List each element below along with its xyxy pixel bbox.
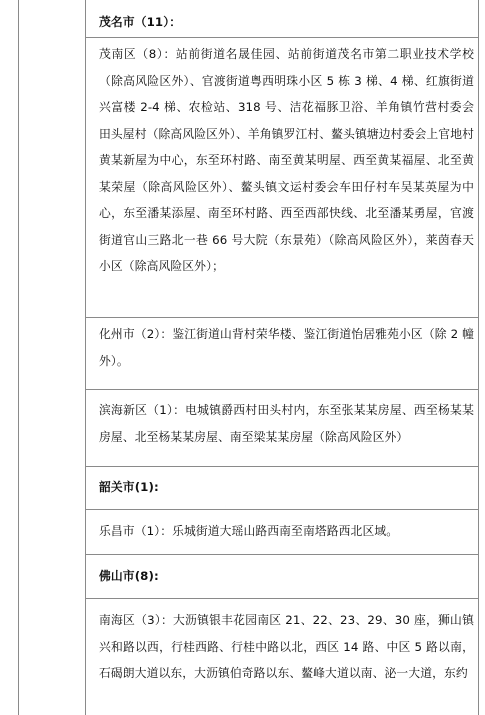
row-divider	[86, 554, 478, 555]
table-right-border	[478, 0, 479, 715]
row-divider	[86, 389, 478, 390]
document-table	[18, 0, 479, 715]
paragraph-huazhou: 化州市（2）：鉴江街道山背村荣华楼、鉴江街道怡居雅苑小区（除 2 幢外）。	[99, 327, 474, 368]
row-divider	[86, 598, 478, 599]
section-heading-shaoguan: 韶关市(1):	[99, 480, 159, 494]
row-divider	[86, 37, 478, 38]
paragraph-binhai: 滨海新区（1）：电城镇爵西村田头村内，东至张某某房屋、西至杨某某房屋、北至杨某某房屋、南至梁某某房屋（除高风险区外）	[99, 403, 474, 444]
table-left-cell	[18, 0, 85, 715]
row-divider	[86, 317, 478, 318]
row-divider	[86, 466, 478, 467]
paragraph-lechang: 乐昌市（1）：乐城街道大瑶山路西南至南塔路西北区域。	[99, 524, 399, 538]
table-column-divider	[85, 0, 86, 715]
section-heading-maoming: 茂名市（11）：	[99, 15, 182, 29]
row-divider	[86, 509, 478, 510]
paragraph-maonan: 茂南区（8）：站前街道名晟佳园、站前街道茂名市第二职业技术学校（除高风险区外）、官渡街道粤西明珠小区 5 栋 3 梯、4 梯、红旗街道兴富楼 2-4 梯、农检站、318 号、洁花福豚卫浴、羊角镇竹营村委会田头屋村（除高风险区外）、羊角镇罗江村、鳌头镇塘边村委会上官地村黄某新屋为中心，东至环村路、南至黄某明屋、西至黄某福屋、北至黄某荣屋（除高风险区外）、鳌头镇文运村委会车田仔村车吴某英屋为中心，东至潘某添屋、南至环村路、西至西部快线、北至潘某勇屋，官渡街道官山三路北一巷 66 号大院（东景苑）（除高风险区外），莱茵春天小区（除高风险区外）；	[99, 47, 474, 273]
section-heading-foshan: 佛山市(8):	[99, 569, 159, 583]
paragraph-nanhai: 南海区（3）：大沥镇银丰花园南区 21、22、23、29、30 座，狮山镇兴和路以西，行桂西路、行桂中路以北，西区 14 路、中区 5 路以南，石碣朗大道以东，大沥镇伯奇路以东、鳌峰大道以南、泌一大道，东约	[99, 613, 474, 680]
